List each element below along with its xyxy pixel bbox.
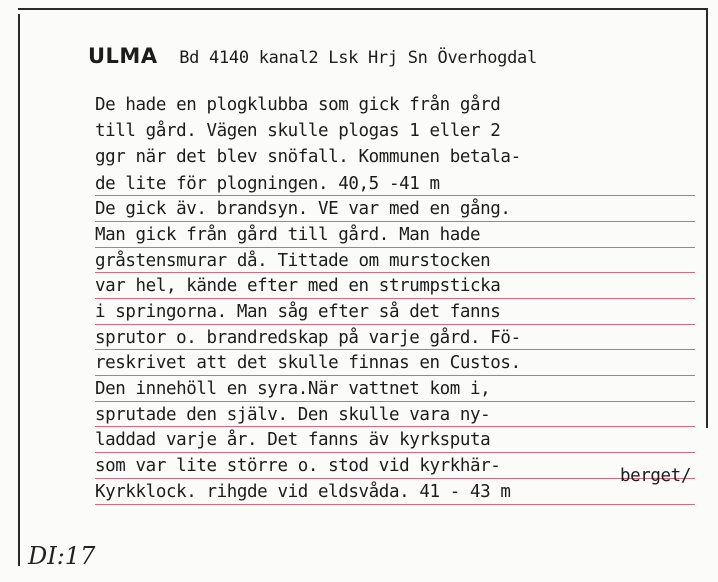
text-line: laddad varje år. Det fanns äv kyrksputa	[95, 427, 695, 453]
text-line: gråstensmurar då. Tittade om murstocken	[95, 248, 695, 274]
card-border-left	[18, 14, 20, 566]
text-line: i springorna. Man såg efter så det fanns	[95, 299, 695, 325]
text-body	[95, 92, 695, 505]
text-line: De gick äv. brandsyn. VE var med en gång.	[95, 196, 695, 222]
text-line: som var lite större o. stod vid kyrkhär-	[95, 453, 695, 479]
text-line: reskrivet att det skulle finnas en Custos.	[95, 350, 695, 376]
card-footer-signature: DI:17	[28, 542, 96, 570]
card-border-top	[18, 8, 708, 10]
text-line: var hel, kände efter med en strumpsticka	[95, 273, 695, 299]
text-line: Den innehöll en syra.När vattnet kom i,	[95, 376, 695, 402]
insertion-note: berget/	[620, 466, 691, 486]
text-line: de lite för plogningen. 40,5 -41 m	[95, 171, 695, 197]
text-line: sprutade den själv. Den skulle vara ny-	[95, 402, 695, 428]
text-line: till gård. Vägen skulle plogas 1 eller 2	[95, 121, 501, 142]
card-title: ULMA	[88, 44, 158, 68]
text-line: sprutor o. brandredskap på varje gård. Fö-	[95, 325, 695, 351]
card-meta: Bd 4140 kanal2 Lsk Hrj Sn Överhogdal	[179, 48, 537, 68]
text-line: ggr när det blev snöfall. Kommunen betala-	[95, 147, 521, 168]
text-line: Kyrkklock. rihgde vid eldsvåda. 41 - 43 m	[95, 479, 695, 505]
card-header	[88, 44, 708, 78]
text-line: De hade en plogklubba som gick från gård	[95, 95, 501, 115]
text-line: Man gick från gård till gård. Man hade	[95, 222, 695, 248]
